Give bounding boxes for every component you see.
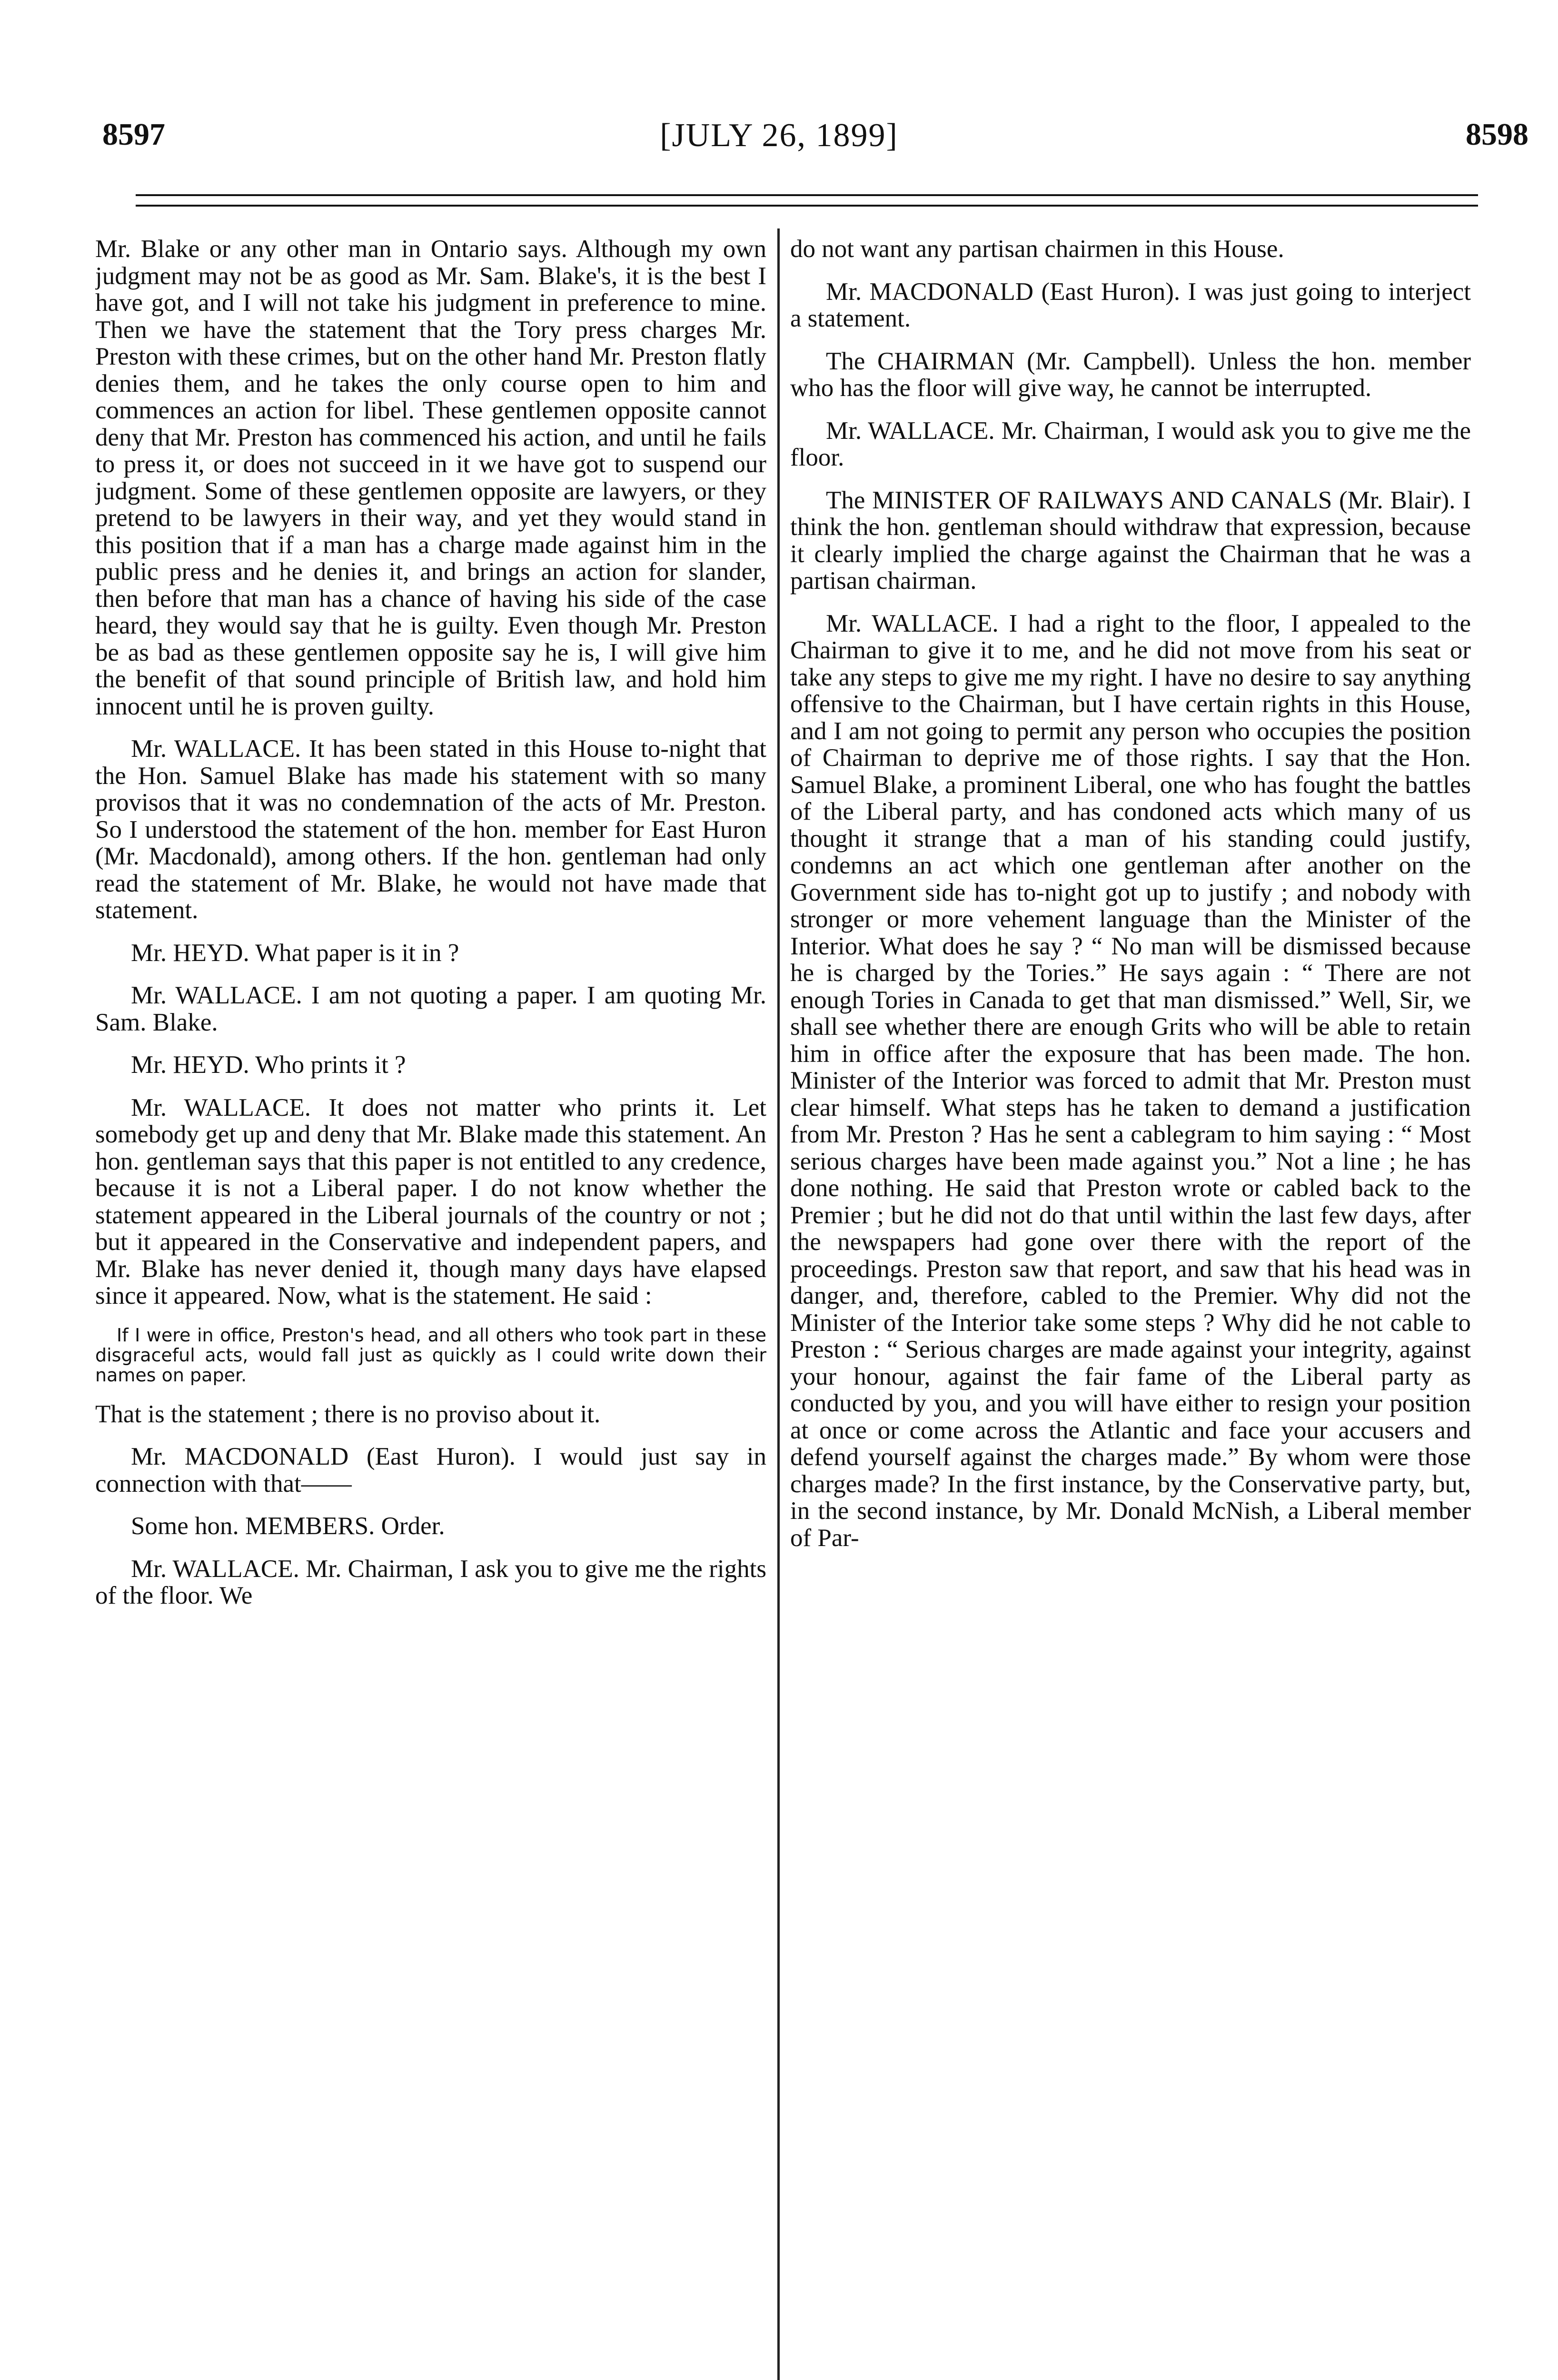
paragraph: Mr. MACDONALD (East Huron). I would just say in connection with that—— [95,1443,766,1497]
paragraph: Mr. WALLACE. It has been stated in this House to-night that the Hon. Samuel Blake has made his statement with so many provisos that it was no condemnation of the acts of Mr. Preston. So I understood the statement of the hon. member for East Huron (Mr. Macdonald), among others. If the hon. gentleman had only read the statement of Mr. Blake, he would not have made that statement. [95,735,766,924]
paragraph: Mr. WALLACE. I had a right to the floor, I appealed to the Chairman to give it to me, and he did not move from his seat or take any steps to give me my right. I have no desire to say anything offensive to the Chairman, but I have certain rights in this House, and I am not going to permit any person who occupies the position of Chairman to deprive me of those rights. I say that the Hon. Samuel Blake, a prominent Liberal, one who has fought the battles of the Liberal party, and has condoned acts which many of us thought it strange that a man of his standing could justify, condemns an act which one gentleman after another on the Government side has to-night got up to justify ; and nobody with stronger or more vehement language than the Minister of the Interior. What does he say ? “ No man will be dismissed because he is charged by the Tories.” He says again : “ There are not enough Tories in Canada to get that man dismissed.” Well, Sir, we shall see whether there are enough Grits who will be able to retain him in office after the exposure that has been made. The hon. Minister of the Interior was forced to admit that Mr. Preston must clear himself. What steps has he taken to demand a justification from Mr. Preston ? Has he sent a cablegram to him saying : “ Most serious charges have been made against you.” Not a line ; he has done nothing. He said that Preston wrote or cabled back to the Premier ; but he did not do that until within the last few days, after the newspapers had gone over there with the report of the proceedings. Preston saw that report, and saw that his head was in danger, and, therefore, cabled to the Premier. Why did not the Minister of the Interior take some steps ? Why did he not cable to Preston : “ Serious charges are made against your integrity, against your honour, against the fair fame of the Liberal party as conducted by you, and you will have either to resign your position at once or come across the Atlantic and face your accusers and defend yourself against the charges made.” By whom were those charges made? In the first instance, by the Conservative party, but, in the second instance, by Mr. Donald McNish, a Liberal member of Par- [790,609,1471,1552]
paragraph: That is the statement ; there is no proviso about it. [95,1400,601,1428]
page-number-left: 8597 [102,117,165,152]
paragraph: Mr. HEYD. What paper is it in ? [131,939,459,967]
paragraph: The CHAIRMAN (Mr. Campbell). Unless the hon. member who has the floor will give way, he cannot be interrupted. [790,347,1471,402]
paragraph: Mr. WALLACE. I am not quoting a paper. I am quoting Mr. Sam. Blake. [95,982,766,1036]
paragraph: The MINISTER OF RAILWAYS AND CANALS (Mr. Blair). I think the hon. gentleman should withdraw that expression, because it clearly implied the charge against the Chairman that he was a partisan chairman. [790,486,1471,595]
column-divider [777,228,780,2380]
paragraph: Some hon. MEMBERS. Order. [131,1512,445,1540]
left-column [95,236,766,2380]
paragraph: Mr. HEYD. Who prints it ? [131,1051,406,1079]
paragraph: Mr. WALLACE. Mr. Chairman, I ask you to give me the rights of the floor. We [95,1555,766,1609]
page-header [0,117,1558,159]
paragraph: do not want any partisan chairmen in this House. [790,236,1284,263]
header-rule-bottom [136,205,1478,207]
header-rule-top [136,194,1478,196]
right-column [790,236,1471,2380]
page-number-right: 8598 [1466,117,1528,152]
paragraph: Mr. WALLACE. Mr. Chairman, I would ask you to give me the floor. [790,416,1471,471]
page-date: [JULY 26, 1899] [660,117,898,154]
paragraph: Mr. MACDONALD (East Huron). I was just going to interject a statement. [790,278,1471,332]
block-quote: If I were in office, Preston's head, and all others who took part in these disgraceful acts, would fall just as quickly as I could write down their names on paper. [95,1324,766,1386]
paragraph: Mr. Blake or any other man in Ontario says. Although my own judgment may not be as good as Mr. Sam. Blake's, it is the best I have got, and I will not take his judgment in preference to mine. Then we have the statement that the Tory press charges Mr. Preston with these crimes, but on the other hand Mr. Preston flatly denies them, and he takes the only course open to him and commences an action for libel. These gentlemen opposite cannot deny that Mr. Preston has commenced his action, and until he fails to press it, or does not succeed in it we have got to suspend our judgment. Some of these gentlemen opposite are lawyers, or they pretend to be lawyers in their way, and yet they would stand in this position that if a man has a charge made against him in the public press and he denies it, and brings an action for slander, then before that man has a chance of having his side of the case heard, they would say that he is guilty. Even though Mr. Preston be as bad as these gentlemen opposite say he is, I will give him the benefit of that sound principle of British law, and hold him innocent until he is proven guilty. [95,236,766,720]
paragraph: Mr. WALLACE. It does not matter who prints it. Let somebody get up and deny that Mr. Blake made this statement. An hon. gentleman says that this paper is not entitled to any credence, because it is not a Liberal paper. I do not know whether the statement appeared in the Liberal journals of the country or not ; but it appeared in the Conservative and independent papers, and Mr. Blake has never denied it, though many days have elapsed since it appeared. Now, what is the statement. He said : [95,1093,766,1309]
